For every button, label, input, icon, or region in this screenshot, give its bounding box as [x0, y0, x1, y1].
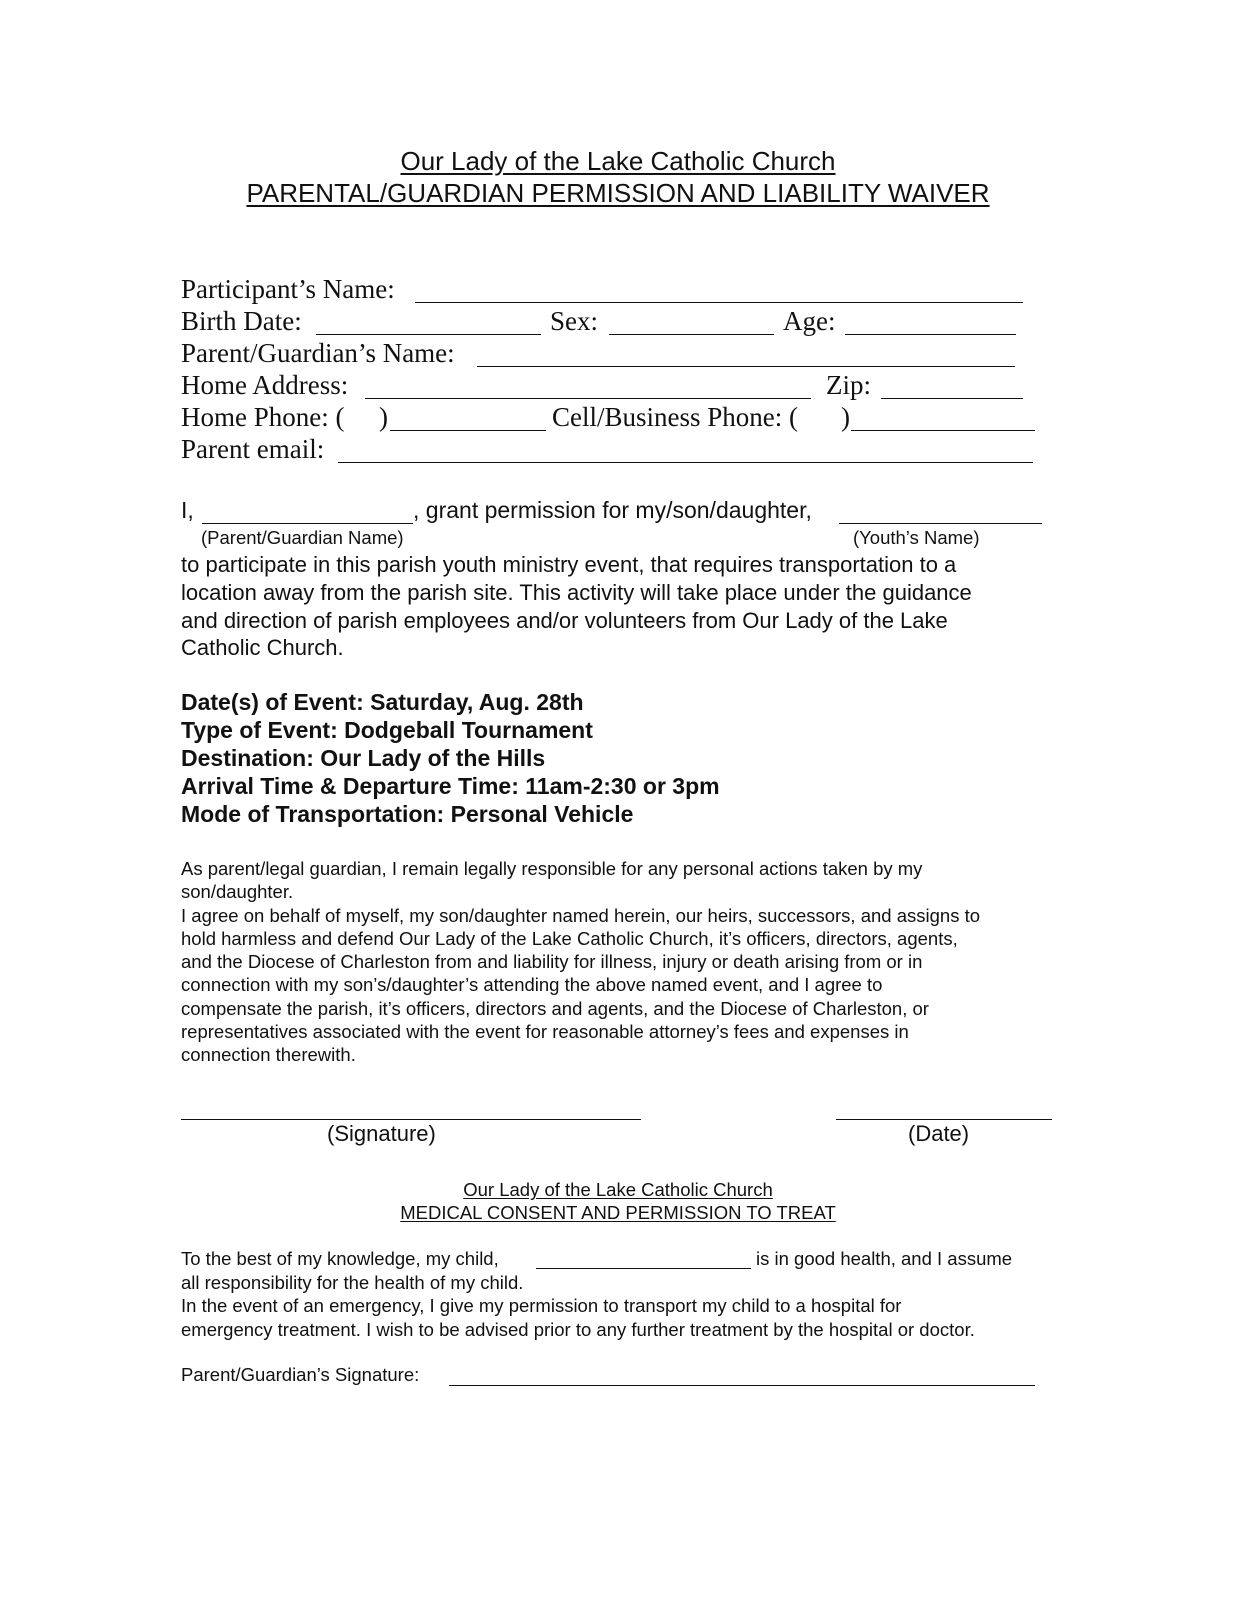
- parent-guardian-name-field[interactable]: [202, 523, 413, 524]
- legal-line: representatives associated with the event for reasonable attorney’s fees and expenses in: [181, 1021, 909, 1043]
- participant-name-row: [181, 274, 1041, 306]
- home-address-label: Home Address:: [181, 370, 349, 400]
- home-address-row: [181, 370, 1041, 402]
- cell-phone-label: Cell/Business Phone: (: [552, 402, 799, 432]
- medical-line: emergency treatment. I wish to be advised prior to any further treatment by the hospital or doctor.: [181, 1318, 975, 1340]
- zip-field[interactable]: [881, 398, 1023, 399]
- permission-line: and direction of parish employees and/or volunteers from Our Lady of the Lake: [181, 607, 948, 633]
- home-address-field[interactable]: [365, 398, 811, 399]
- liability-paragraph: [181, 857, 980, 1067]
- birth-date-field[interactable]: [316, 334, 541, 335]
- medical-paragraph: [181, 1271, 975, 1341]
- youth-name-caption: (Youth’s Name): [853, 527, 980, 548]
- cell-phone-field[interactable]: [851, 430, 1035, 431]
- parent-email-row: [181, 434, 1041, 466]
- legal-line: compensate the parish, it’s officers, directors and agents, and the Diocese of Charleston, or: [181, 997, 929, 1019]
- birth-date-label: Birth Date:: [181, 306, 302, 336]
- medical-church-title: Our Lady of the Lake Catholic Church: [463, 1179, 773, 1200]
- parent-email-label: Parent email:: [181, 434, 325, 464]
- sex-field[interactable]: [609, 334, 774, 335]
- permission-line: to participate in this parish youth ministry event, that requires transportation to a: [181, 552, 957, 577]
- parent-guardian-caption: (Parent/Guardian Name): [201, 527, 404, 548]
- legal-line: connection with my son’s/daughter’s attending the above named event, and I agree to: [181, 974, 883, 996]
- parent-name-field[interactable]: [477, 366, 1015, 367]
- medical-line-1a: To the best of my knowledge, my child,: [181, 1248, 499, 1269]
- parent-signature-label: Parent/Guardian’s Signature:: [181, 1364, 420, 1385]
- permission-i: I,: [181, 497, 194, 523]
- phone-row: [181, 402, 1041, 434]
- age-field[interactable]: [845, 334, 1016, 335]
- home-phone-label: Home Phone: (: [181, 402, 345, 432]
- church-title: Our Lady of the Lake Catholic Church: [400, 146, 836, 176]
- medical-consent-title: MEDICAL CONSENT AND PERMISSION TO TREAT: [400, 1202, 836, 1223]
- form-title: PARENTAL/GUARDIAN PERMISSION AND LIABILITY WAIVER: [246, 178, 990, 208]
- birth-date-row: [181, 306, 1041, 338]
- cell-phone-paren: ): [841, 402, 850, 432]
- legal-line: I agree on behalf of myself, my son/daughter named herein, our heirs, successors, and assigns to: [181, 904, 981, 926]
- event-destination: Destination: Our Lady of the Hills: [181, 744, 546, 771]
- parent-name-row: [181, 338, 1041, 370]
- permission-grant-text: , grant permission for my/son/daughter,: [413, 497, 812, 523]
- event-times: Arrival Time & Departure Time: 11am-2:30 or 3pm: [181, 772, 720, 799]
- medical-line: all responsibility for the health of my child.: [181, 1272, 524, 1293]
- participant-name-field[interactable]: [415, 302, 1023, 303]
- signature-caption: (Signature): [327, 1121, 436, 1146]
- legal-line: son/daughter.: [181, 881, 294, 903]
- permission-line: Catholic Church.: [181, 635, 344, 661]
- sex-label: Sex:: [550, 306, 599, 336]
- legal-line: hold harmless and defend Our Lady of the Lake Catholic Church, it’s officers, directors, agents,: [181, 927, 958, 949]
- participant-name-label: Participant’s Name:: [181, 274, 395, 304]
- legal-line: and the Diocese of Charleston from and liability for illness, injury or death arising from or in: [181, 951, 923, 973]
- home-phone-field[interactable]: [390, 430, 546, 431]
- permission-line: location away from the parish site. This activity will take place under the guidance: [181, 579, 972, 605]
- date-caption: (Date): [908, 1121, 970, 1146]
- child-name-field[interactable]: [536, 1268, 751, 1269]
- event-dates: Date(s) of Event: Saturday, Aug. 28th: [181, 689, 584, 715]
- date-field[interactable]: [836, 1119, 1052, 1120]
- signature-field[interactable]: [181, 1119, 641, 1120]
- legal-line: connection therewith.: [181, 1044, 356, 1066]
- event-type: Type of Event: Dodgeball Tournament: [181, 716, 593, 743]
- youth-name-field[interactable]: [839, 523, 1042, 524]
- event-details: [181, 689, 720, 829]
- permission-paragraph: [181, 551, 972, 662]
- zip-label: Zip:: [826, 370, 871, 400]
- event-transport: Mode of Transportation: Personal Vehicle: [181, 800, 634, 827]
- medical-line: In the event of an emergency, I give my permission to transport my child to a hospital for: [181, 1295, 902, 1317]
- parent-name-label: Parent/Guardian’s Name:: [181, 338, 455, 368]
- parent-signature-field[interactable]: [449, 1385, 1035, 1386]
- home-phone-paren: ): [379, 402, 388, 432]
- age-label: Age:: [783, 306, 836, 336]
- legal-line: As parent/legal guardian, I remain legally responsible for any personal actions taken by my: [181, 858, 923, 879]
- parent-email-field[interactable]: [338, 462, 1033, 463]
- medical-line-1b: is in good health, and I assume: [756, 1248, 1013, 1269]
